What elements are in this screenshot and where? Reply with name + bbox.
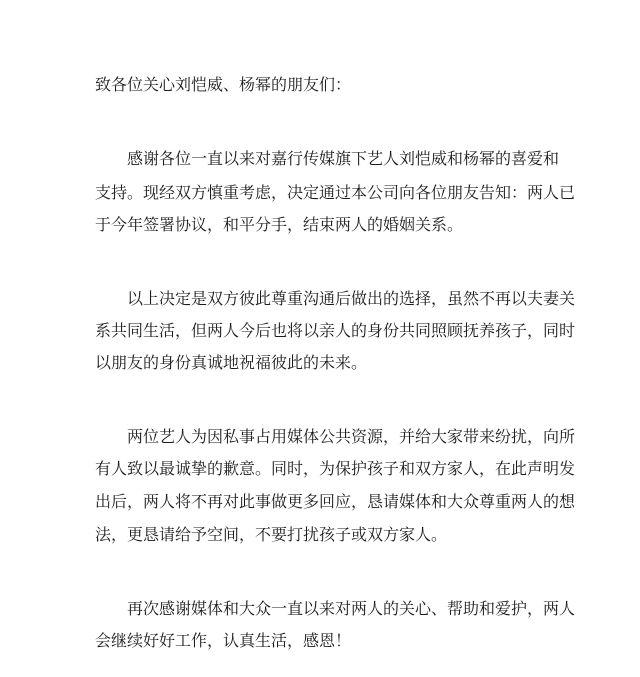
salutation: 致各位关心刘恺威、杨幂的朋友们： <box>95 75 352 94</box>
paragraph-4-line-1: 再次感谢媒体和大众一直以来对两人的关心、帮助和爱护，两人 <box>127 599 576 618</box>
paragraph-1-line-2: 支持。现经双方慎重考虑，决定通过本公司向各位朋友告知：两人已 <box>95 183 576 202</box>
paragraph-2-line-3: 以朋友的身份真诚地祝福彼此的未来。 <box>95 353 368 372</box>
paragraph-3-line-1: 两位艺人为因私事占用媒体公共资源，并给大家带来纷扰，向所 <box>127 427 576 446</box>
paragraph-2-line-2: 系共同生活，但两人今后也将以亲人的身份共同照顾抚养孩子，同时 <box>95 321 576 340</box>
paragraph-1-line-1: 感谢各位一直以来对嘉行传媒旗下艺人刘恺威和杨幂的喜爱和 <box>127 149 560 168</box>
paragraph-3-line-4: 法，更恳请给予空间，不要打扰孩子或双方家人。 <box>95 525 448 544</box>
paragraph-1-line-3: 于今年签署协议，和平分手，结束两人的婚姻关系。 <box>95 215 464 234</box>
paragraph-2-line-1: 以上决定是双方彼此尊重沟通后做出的选择，虽然不再以夫妻关 <box>127 289 576 308</box>
paragraph-3-line-2: 有人致以最诚挚的歉意。同时，为保护孩子和双方家人，在此声明发 <box>95 459 576 478</box>
paragraph-3-line-3: 出后，两人将不再对此事做更多回应，恳请媒体和大众尊重两人的想 <box>95 492 576 511</box>
paragraph-4-line-2: 会继续好好工作，认真生活，感恩！ <box>95 631 352 650</box>
